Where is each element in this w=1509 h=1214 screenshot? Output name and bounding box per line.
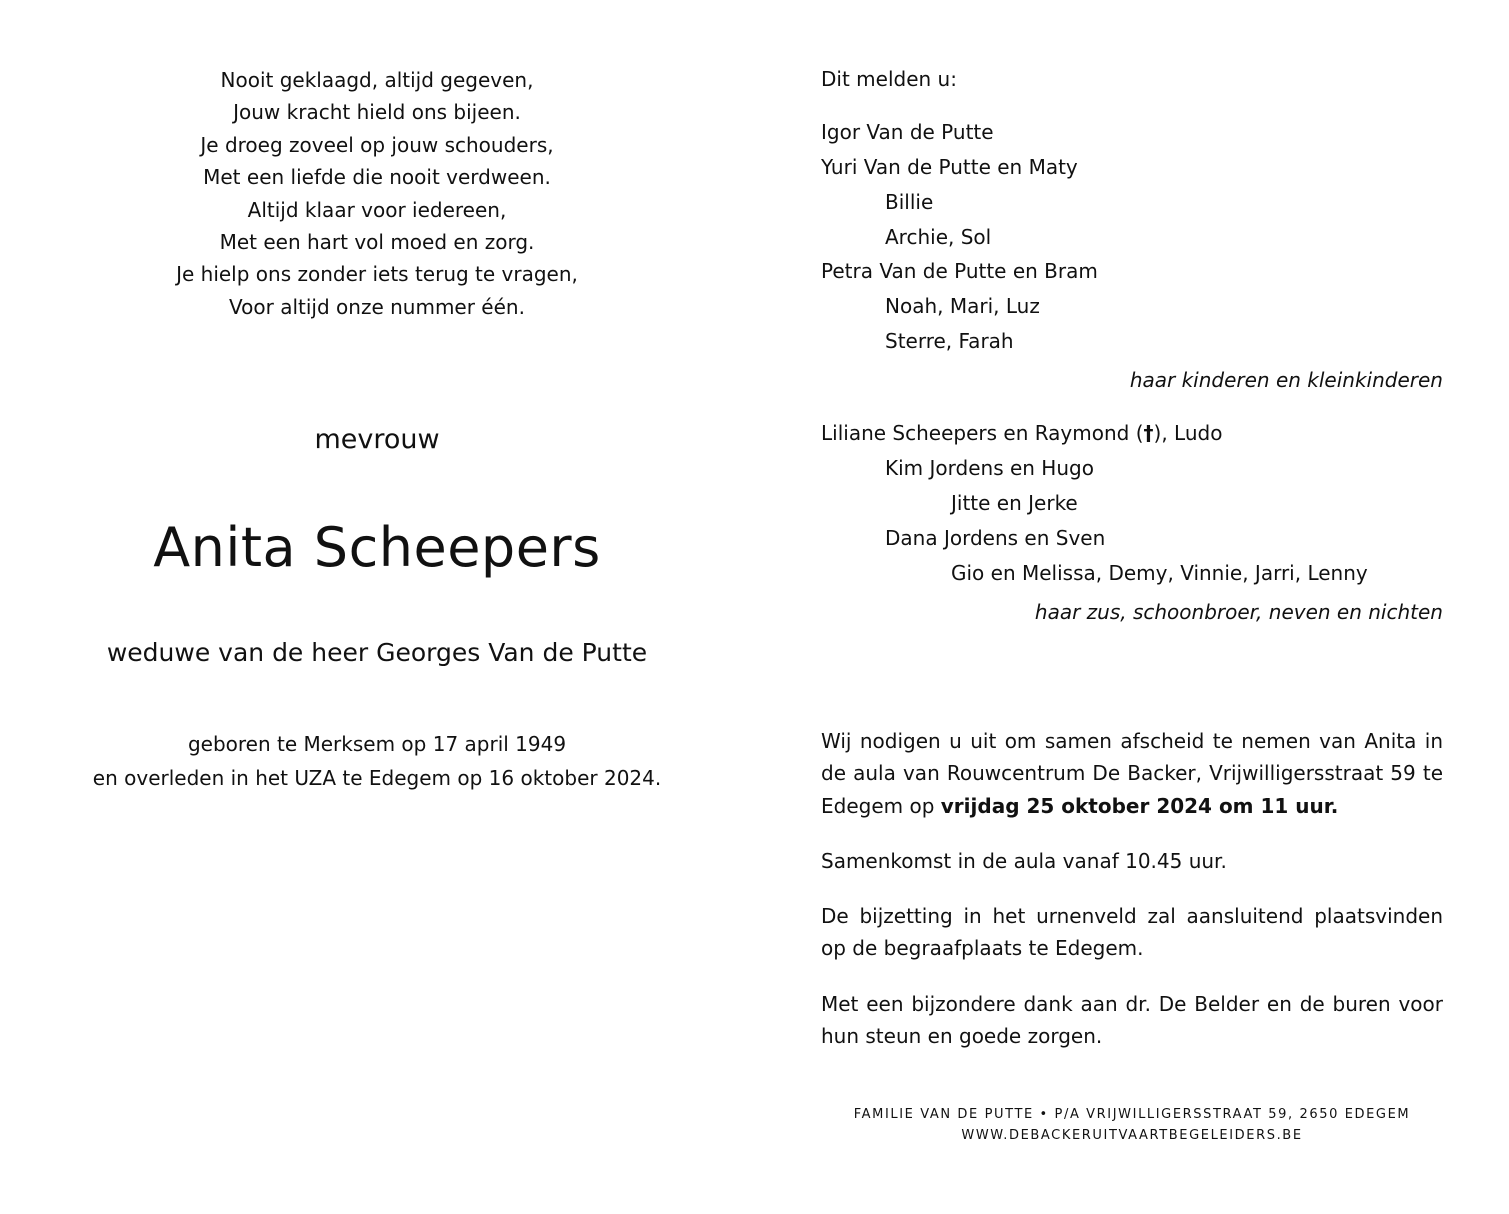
poem-line: Jouw kracht hield ons bijeen. xyxy=(233,100,521,125)
birth-line: geboren te Merksem op 17 april 1949 xyxy=(187,732,567,756)
invitation-text: Wij nodigen u uit om samen afscheid te nemen van Anita in de aula van Rouwcentrum De Backer, Vrijwilligersstraat 59 te Edegem op xyxy=(821,729,1443,818)
ceremony-datetime: vrijdag 25 oktober 2024 om 11 uur. xyxy=(940,793,1339,818)
family-line: Dana Jordens en Sven xyxy=(885,526,1106,550)
family-line: Sterre, Farah xyxy=(885,329,1014,353)
family-line: Igor Van de Putte xyxy=(821,120,994,144)
family-line: Noah, Mari, Luz xyxy=(885,294,1040,318)
family-line: Yuri Van de Putte en Maty xyxy=(821,155,1078,179)
announcement-intro: Dit melden u: xyxy=(821,67,957,91)
family-line: Kim Jordens en Hugo xyxy=(885,456,1094,480)
family-line: Archie, Sol xyxy=(885,225,992,249)
footer-website: WWW.DEBACKERUITVAARTBEGELEIDERS.BE xyxy=(961,1128,1303,1143)
burial-paragraph: De bijzetting in het urnenveld zal aansluitend plaatsvinden op de begraafplaats te Edegem. xyxy=(821,904,1443,961)
family-line: Petra Van de Putte en Bram xyxy=(821,259,1098,283)
family-line xyxy=(821,420,1222,446)
poem-line: Nooit geklaagd, altijd gegeven, xyxy=(220,68,534,92)
family-line-suffix: ), Ludo xyxy=(1153,421,1223,445)
poem-line: Je droeg zoveel op jouw schouders, xyxy=(200,132,554,157)
family-line: Jitte en Jerke xyxy=(951,491,1078,515)
poem-line: Altijd klaar voor iedereen, xyxy=(247,197,507,222)
poem xyxy=(0,64,754,323)
family-line: Billie xyxy=(885,190,934,214)
poem-line: Met een liefde die nooit verdween. xyxy=(203,165,551,190)
deceased-name: Anita Scheepers xyxy=(153,516,601,579)
life-dates xyxy=(0,727,754,795)
right-page xyxy=(821,0,1443,1214)
invitation-paragraph xyxy=(821,725,1443,822)
death-line: en overleden in het UZA te Edegem op 16 oktober 2024. xyxy=(92,766,662,790)
cross-icon: † xyxy=(1143,421,1154,445)
footer-address: FAMILIE VAN DE PUTTE • P/A VRIJWILLIGERSSTRAAT 59, 2650 EDEGEM xyxy=(853,1107,1411,1122)
poem-line: Met een hart vol moed en zorg. xyxy=(219,230,535,255)
family-line-prefix: Liliane Scheepers en Raymond ( xyxy=(821,421,1144,445)
poem-line: Je hielp ons zonder iets terug te vragen, xyxy=(176,262,578,287)
family-line: Gio en Melissa, Demy, Vinnie, Jarri, Lenny xyxy=(951,561,1368,585)
siblings-caption: haar zus, schoonbroer, neven en nichten xyxy=(1034,600,1443,624)
widow-of: weduwe van de heer Georges Van de Putte xyxy=(106,638,648,667)
children-caption: haar kinderen en kleinkinderen xyxy=(1129,368,1443,392)
gathering-paragraph: Samenkomst in de aula vanaf 10.45 uur. xyxy=(821,849,1227,873)
thanks-paragraph: Met een bijzondere dank aan dr. De Belder en de buren voor hun steun en goede zorgen. xyxy=(821,992,1443,1049)
poem-line: Voor altijd onze nummer één. xyxy=(229,294,525,319)
left-page xyxy=(0,0,754,1214)
footer xyxy=(821,1104,1443,1146)
salutation: mevrouw xyxy=(314,424,440,455)
